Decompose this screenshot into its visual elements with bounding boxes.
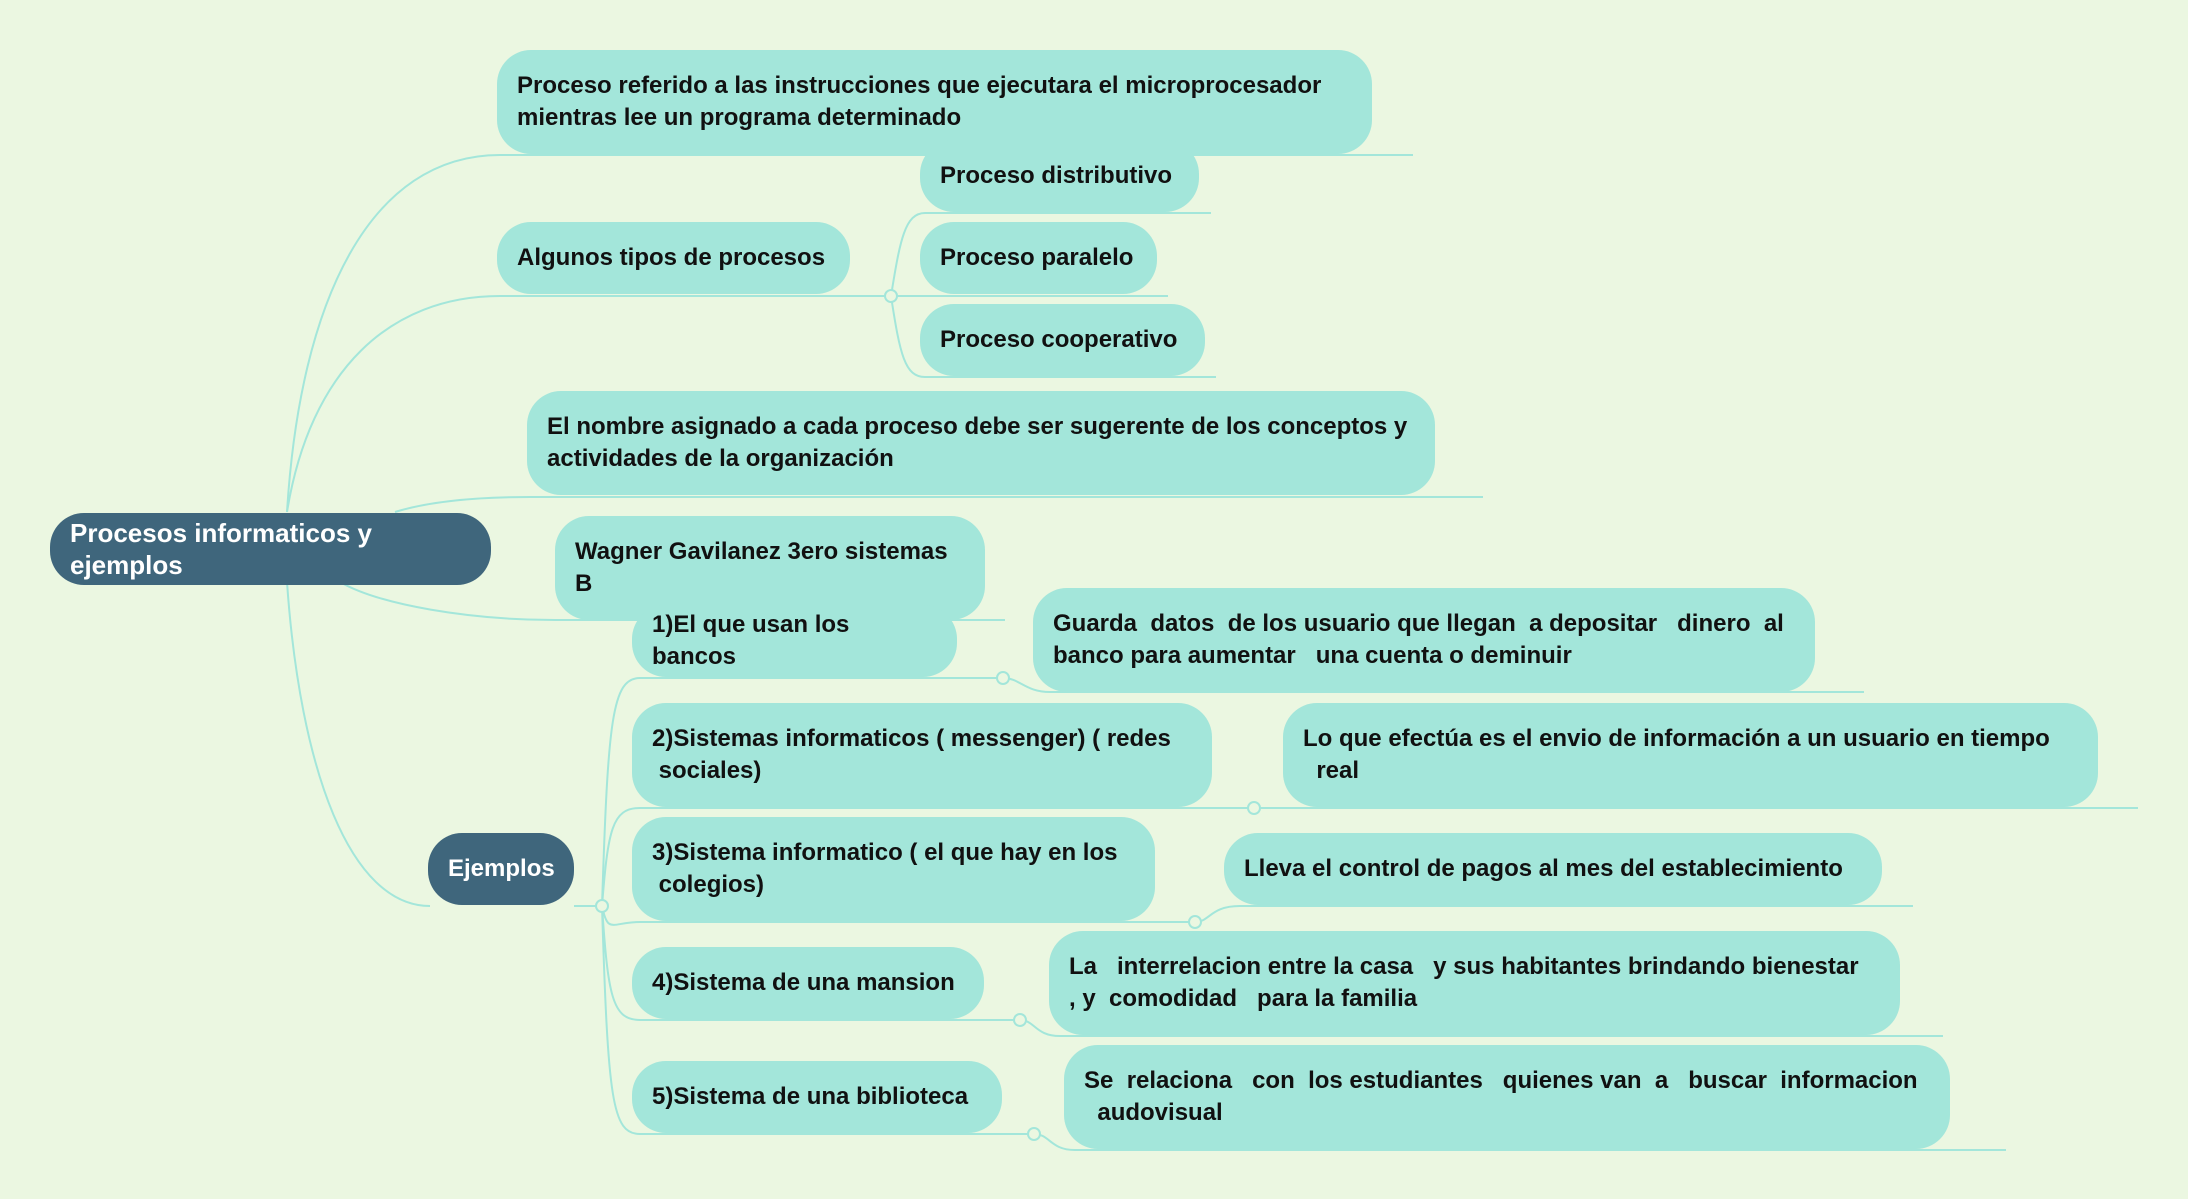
- example-5-detail[interactable]: [1064, 1045, 1950, 1149]
- example-1[interactable]: [632, 605, 957, 677]
- collapse-toggle-ej-4: [1014, 1014, 1026, 1026]
- example-2-label: 2)Sistemas informaticos ( messenger) ( redes sociales): [652, 725, 1171, 784]
- subtopic-proceso-paralelo[interactable]: [920, 222, 1157, 294]
- root-topic[interactable]: [50, 513, 491, 585]
- example-4[interactable]: [632, 947, 984, 1019]
- topic-definition[interactable]: [497, 50, 1372, 154]
- example-4-label: 4)Sistema de una mansion: [652, 969, 955, 996]
- collapse-toggle-ej-5: [1028, 1128, 1040, 1140]
- subtopic-proceso-cooperativo-label: Proceso cooperativo: [940, 326, 1178, 353]
- example-1-label: 1)El que usan los bancos: [652, 611, 857, 670]
- collapse-toggle-ej-3: [1189, 916, 1201, 928]
- example-4-detail-label: La interrelacion entre la casa y sus habitantes brindando bienestar , y comodidad para la familia: [1069, 953, 1859, 1012]
- collapse-toggle-tipos: [885, 290, 897, 302]
- topic-definition-label: Proceso referido a las instrucciones que ejecutara el microprocesador mientras lee un programa determinado: [517, 72, 1328, 131]
- example-5-label: 5)Sistema de una biblioteca: [652, 1083, 969, 1110]
- collapse-toggle-ej-1: [997, 672, 1009, 684]
- subtopic-proceso-cooperativo[interactable]: [920, 304, 1205, 376]
- example-1-detail[interactable]: [1033, 588, 1815, 692]
- subtopic-proceso-paralelo-label: Proceso paralelo: [940, 244, 1134, 271]
- example-2-detail[interactable]: [1283, 703, 2098, 807]
- topic-ejemplos-label: Ejemplos: [448, 855, 555, 882]
- subtopic-proceso-distributivo[interactable]: [920, 140, 1199, 212]
- example-2-detail-label: Lo que efectúa es el envio de información a un usuario en tiempo real: [1303, 725, 2050, 784]
- example-3-detail[interactable]: [1224, 833, 1882, 905]
- example-5[interactable]: [632, 1061, 1002, 1133]
- topic-nombre[interactable]: [527, 391, 1435, 495]
- example-5-detail-label: Se relaciona con los estudiantes quienes van a buscar informacion audovisual: [1084, 1067, 1918, 1126]
- example-2[interactable]: [632, 703, 1212, 807]
- connector-root-nombre: [395, 497, 1483, 512]
- example-4-detail[interactable]: [1049, 931, 1900, 1035]
- topic-ejemplos[interactable]: [428, 833, 574, 905]
- topic-nombre-label: El nombre asignado a cada proceso debe ser sugerente de los conceptos y actividades de la organización: [547, 413, 1414, 472]
- collapse-toggle-ej-2: [1248, 802, 1260, 814]
- topic-tipos-label: Algunos tipos de procesos: [517, 244, 826, 271]
- topic-autor-label: Wagner Gavilanez 3ero sistemas B: [575, 538, 955, 597]
- example-3-detail-label: Lleva el control de pagos al mes del establecimiento: [1244, 855, 1843, 882]
- subtopic-proceso-distributivo-label: Proceso distributivo: [940, 162, 1173, 189]
- root-topic-label: Procesos informaticos y ejemplos: [70, 518, 380, 580]
- connector-detail-3: [1195, 906, 1913, 922]
- topic-tipos[interactable]: [497, 222, 850, 294]
- example-3-label: 3)Sistema informatico ( el que hay en los colegios): [652, 839, 1118, 898]
- collapse-toggle-ejemplos: [596, 900, 608, 912]
- example-3[interactable]: [632, 817, 1155, 921]
- example-1-detail-label: Guarda datos de los usuario que llegan a depositar dinero al banco para aumentar una cuenta o deminuir: [1053, 610, 1791, 669]
- connector-root-ejemplos: [287, 582, 430, 906]
